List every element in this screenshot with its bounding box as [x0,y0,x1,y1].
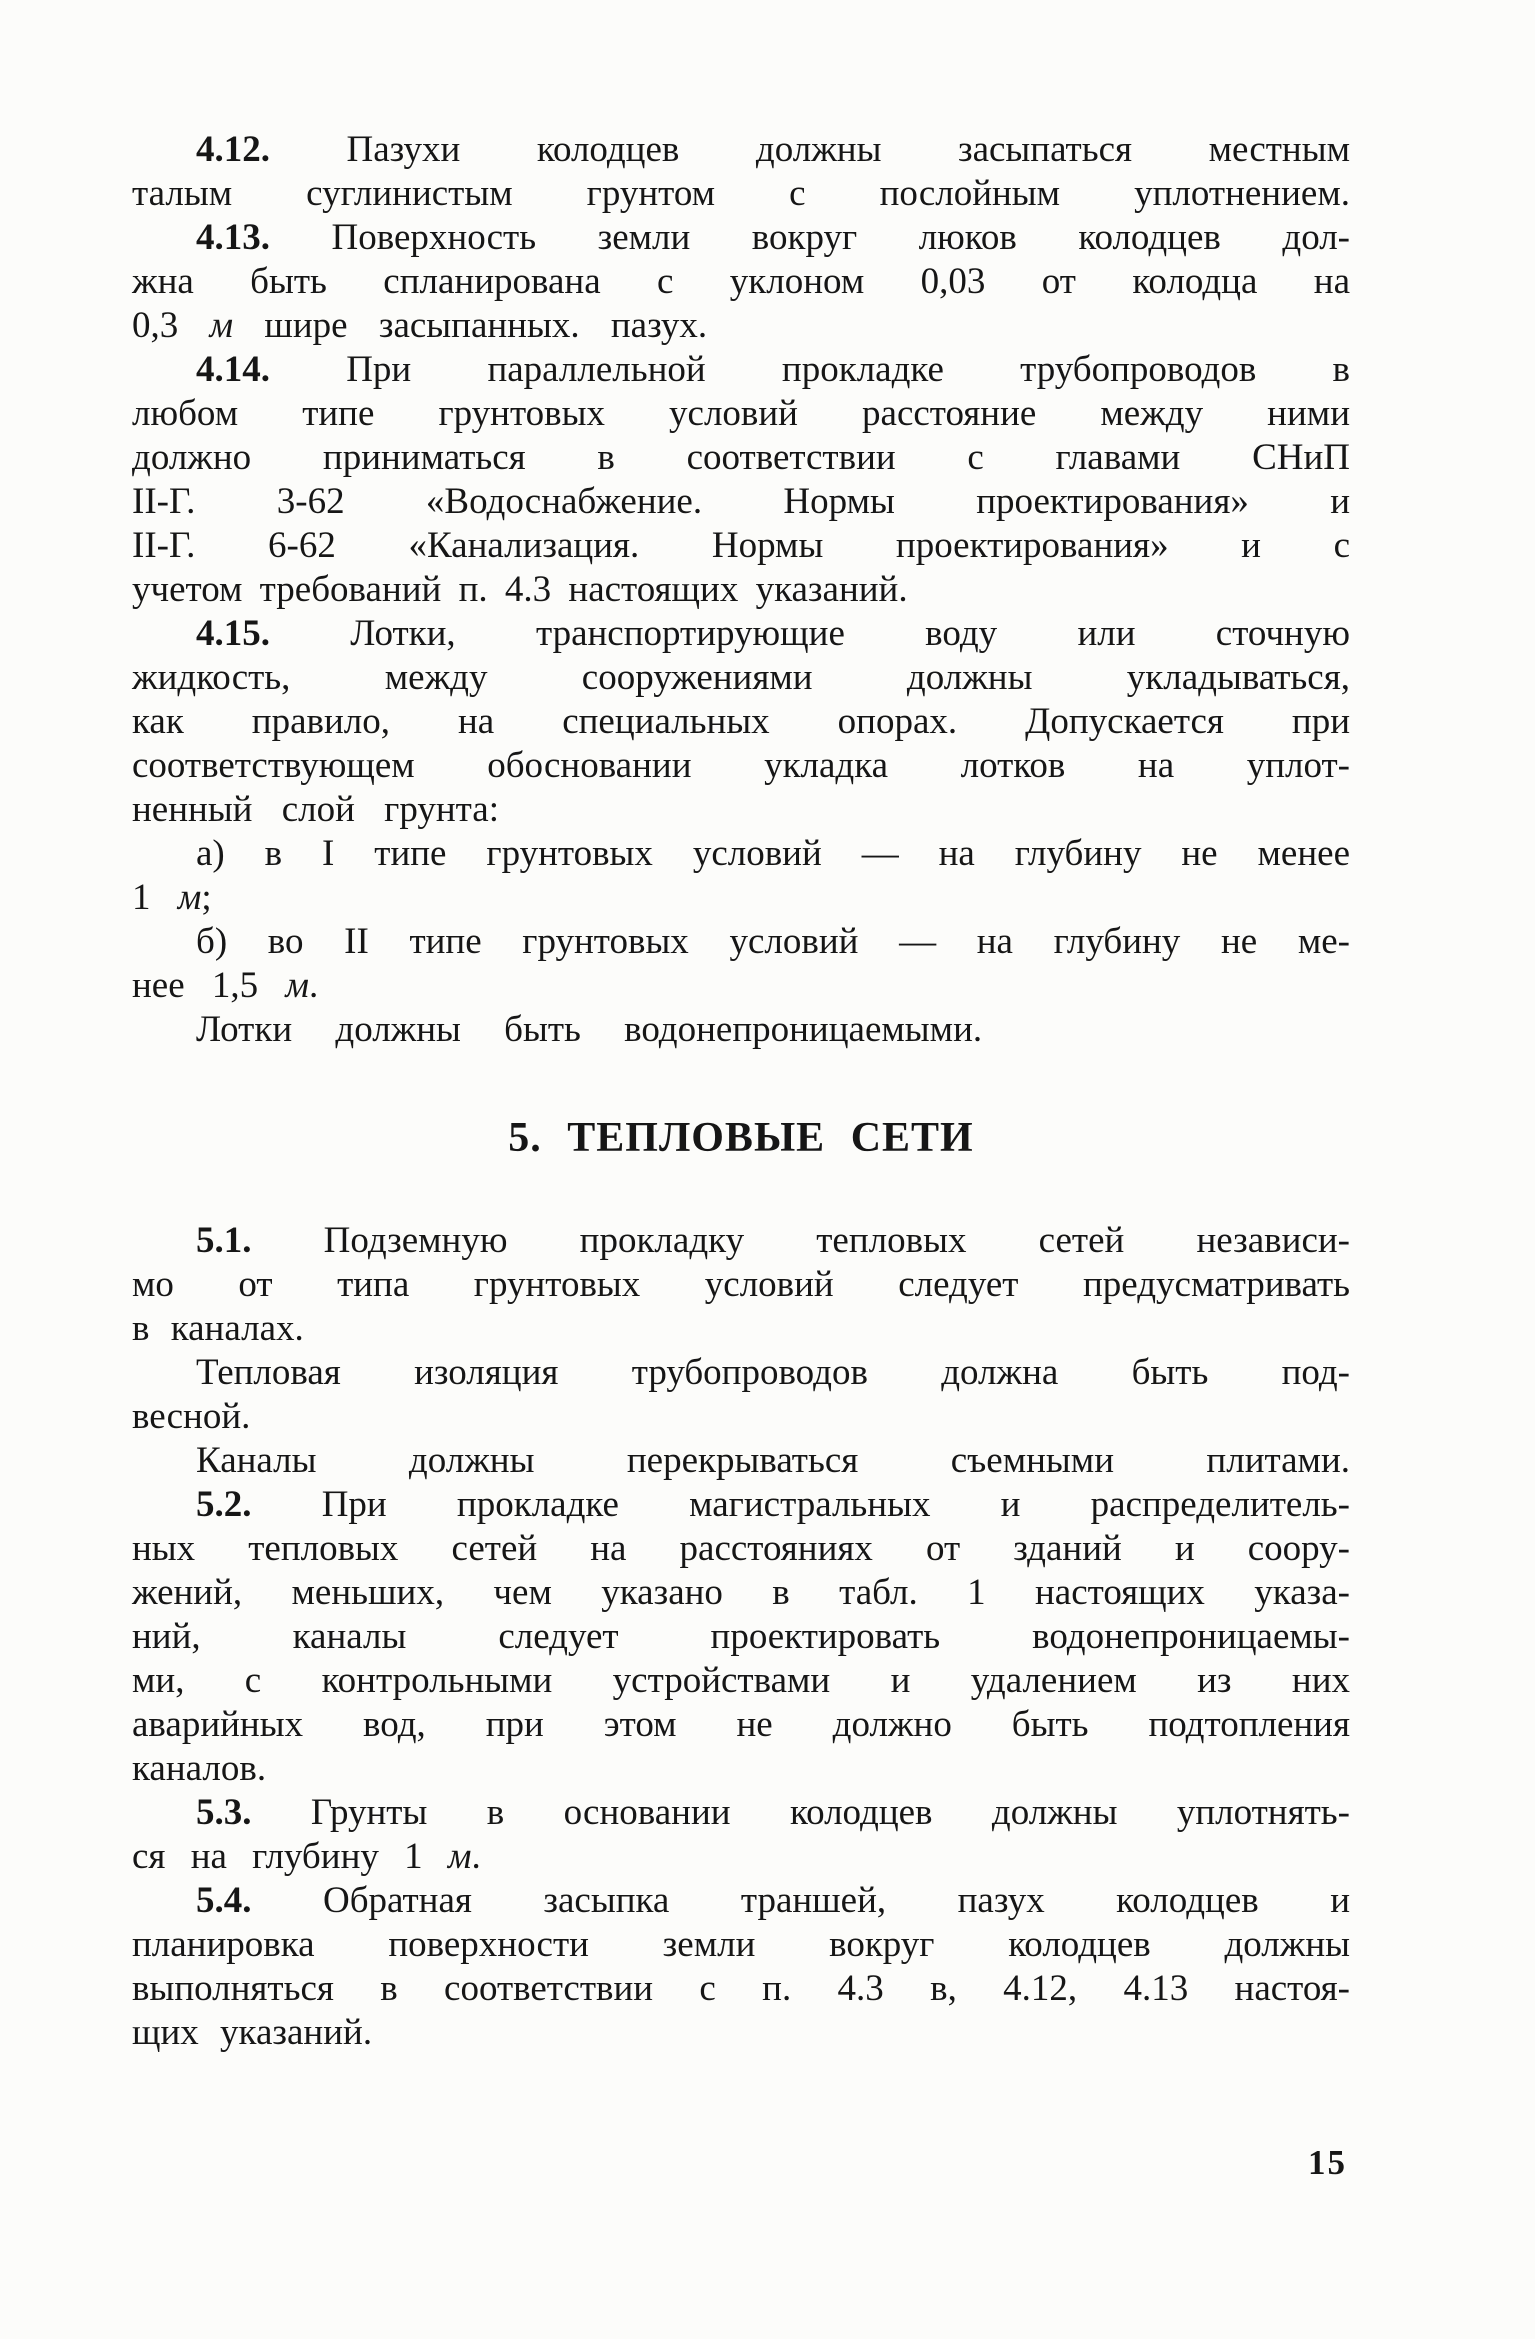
clause-number: 5.3. [196,1792,252,1833]
text-segment: как правило, на специальных опорах. Допускается при [132,701,1350,742]
text-segment: талым суглинистым грунтом с послойным уплотнением. [132,173,1350,214]
text-line [132,1395,1350,1439]
clause-number: 4.12. [196,129,270,170]
section-5-text [132,1219,1350,2055]
text-line [132,1527,1350,1571]
clause-number: 4.15. [196,613,270,654]
text-line [132,2011,1350,2055]
text-line [132,480,1350,524]
text-segment: жений, меньших, чем указано в табл. 1 настоящих указа- [132,1572,1350,1613]
text-segment: . [309,965,319,1006]
text-line [132,1835,1350,1879]
text-segment: II-Г. 6-62 «Канализация. Нормы проектирования» и с [132,525,1350,566]
section-heading: 5. ТЕПЛОВЫЕ СЕТИ [508,1115,974,1161]
text-segment: м [177,877,202,918]
text-line [132,568,1350,612]
text-line [132,1879,1350,1923]
text-segment: . [471,1836,481,1877]
text-line [132,128,1350,172]
text-segment: ми, с контрольными устройствами и удалением из них [132,1660,1350,1701]
text-segment: 1 [132,877,178,918]
text-segment: Лотки, транспортирующие воду или сточную [270,613,1350,654]
text-segment: мо от типа грунтовых условий следует предусматривать [132,1264,1350,1305]
text-segment: шире засыпанных. пазух. [233,305,708,346]
text-segment: м [209,305,234,346]
text-line [132,1967,1350,2011]
text-segment: в каналах. [132,1308,304,1349]
text-line [132,612,1350,656]
text-line [132,920,1350,964]
text-segment: б) во II типе грунтовых условий — на глубину не ме- [196,921,1350,962]
clause-number: 4.14. [196,349,270,390]
text-line [132,744,1350,788]
text-segment: При прокладке магистральных и распределитель- [251,1484,1350,1525]
text-segment: учетом требований п. 4.3 настоящих указаний. [132,569,908,610]
text-line [132,1659,1350,1703]
text-segment: 0,3 [132,305,210,346]
text-segment: щих указаний. [132,2012,373,2053]
text-line [132,1483,1350,1527]
text-line [132,172,1350,216]
text-line [132,348,1350,392]
text-segment: каналов. [132,1748,267,1789]
text-segment: II-Г. 3-62 «Водоснабжение. Нормы проектирования» и [132,481,1350,522]
text-segment: любом типе грунтовых условий расстояние между ними [132,393,1350,434]
clause-number: 4.13. [196,217,270,258]
text-column [132,128,1350,2055]
text-segment: должно приниматься в соответствии с главами СНиП [132,437,1350,478]
text-segment: Обратная засыпка траншей, пазух колодцев и [251,1880,1350,1921]
text-line [132,392,1350,436]
text-segment: планировка поверхности земли вокруг колодцев должны [132,1924,1350,1965]
text-line [132,1219,1350,1263]
text-line [132,1703,1350,1747]
text-segment: выполняться в соответствии с п. 4.3 в, 4.12, 4.13 настоя- [132,1968,1350,2009]
text-segment: ся на глубину 1 [132,1836,448,1877]
text-line [132,656,1350,700]
text-segment: Пазухи колодцев должны засыпаться местным [270,129,1350,170]
text-line [132,216,1350,260]
text-segment: а) в I типе грунтовых условий — на глубину не менее [196,833,1350,874]
text-line [132,1571,1350,1615]
text-line [132,304,1350,348]
text-segment: Поверхность земли вокруг люков колодцев дол- [270,217,1350,258]
text-segment: Тепловая изоляция трубопроводов должна быть под- [196,1352,1350,1393]
text-line [132,1008,1350,1052]
text-segment: жидкость, между сооружениями должны укладываться, [132,657,1350,698]
page-number: 15 [1308,2143,1347,2182]
text-line [132,788,1350,832]
text-line [132,436,1350,480]
text-segment: ний, каналы следует проектировать водонепроницаемы- [132,1616,1350,1657]
text-segment: Лотки должны быть водонепроницаемыми. [196,1009,983,1050]
text-line [132,260,1350,304]
text-line [132,524,1350,568]
text-segment: м [447,1836,472,1877]
text-line [132,964,1350,1008]
text-line [132,832,1350,876]
text-segment: Грунты в основании колодцев должны уплотнять- [251,1792,1350,1833]
text-segment: аварийных вод, при этом не должно быть подтопления [132,1704,1350,1745]
text-segment: м [285,965,310,1006]
text-segment: Подземную прокладку тепловых сетей независи- [251,1220,1350,1261]
text-segment: соответствующем обосновании укладка лотков на уплот- [132,745,1350,786]
text-line [132,1923,1350,1967]
text-line [132,876,1350,920]
text-line [132,1791,1350,1835]
text-segment: ных тепловых сетей на расстояниях от зданий и соору- [132,1528,1350,1569]
text-segment: ненный слой грунта: [132,789,499,830]
text-segment: жна быть спланирована с уклоном 0,03 от колодца на [132,261,1350,302]
text-line [132,1439,1350,1483]
text-segment: ; [201,877,212,918]
text-line [132,1747,1350,1791]
text-line [132,700,1350,744]
text-line [132,1615,1350,1659]
clause-number: 5.2. [196,1484,252,1525]
text-line [132,1351,1350,1395]
section-4-text [132,128,1350,1052]
text-line [132,1307,1350,1351]
text-segment: Каналы должны перекрываться съемными плитами. [196,1440,1350,1481]
clause-number: 5.1. [196,1220,252,1261]
text-line [132,1263,1350,1307]
clause-number: 5.4. [196,1880,252,1921]
text-segment: нее 1,5 [132,965,286,1006]
text-segment: При параллельной прокладке трубопроводов в [270,349,1350,390]
text-segment: весной. [132,1396,251,1437]
